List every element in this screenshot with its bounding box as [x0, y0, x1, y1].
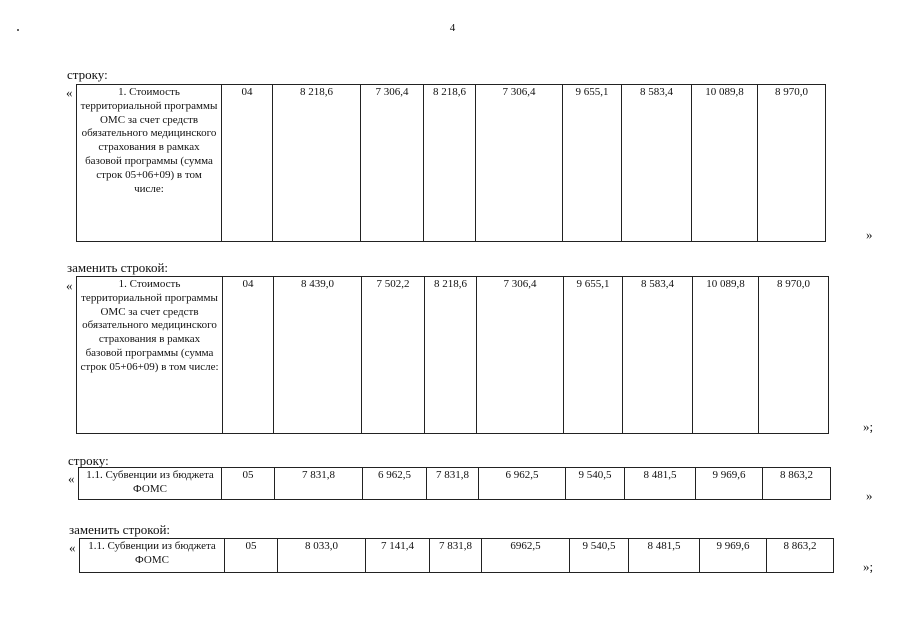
- close-quote-1: »: [866, 227, 873, 242]
- close-quote-4: »;: [863, 559, 874, 574]
- value-cell: 7 831,8: [427, 468, 479, 500]
- scan-speck: [17, 29, 19, 31]
- table-row-2: [76, 276, 829, 434]
- value-cell: 8 033,0: [278, 539, 366, 573]
- value-cell: 8 481,5: [629, 539, 700, 573]
- value-cell: 9 655,1: [564, 277, 623, 434]
- row-code-cell: 04: [223, 277, 274, 434]
- close-quote-2: »;: [863, 419, 874, 434]
- open-quote-4: «: [69, 540, 76, 555]
- section-label-4: заменить строкой:: [69, 522, 171, 537]
- row-code-cell: 05: [222, 468, 275, 500]
- value-cell: 8 481,5: [625, 468, 696, 500]
- value-cell: 7 141,4: [366, 539, 430, 573]
- value-cell: 8 863,2: [763, 468, 831, 500]
- value-cell: 9 540,5: [570, 539, 629, 573]
- row-name-cell: 1. Стоимость территориальной программы ОМС за счет средств обязательного медицинского страхования в рамках базовой программы (сумма строк 05+06+09) в том числе:: [77, 277, 223, 434]
- value-cell: 8 863,2: [767, 539, 834, 573]
- row-name-cell: 1. Стоимость территориальной программы ОМС за счет средств обязательного медицинского страхования в рамках базовой программы (сумма строк 05+06+09) в том числе:: [77, 85, 222, 242]
- value-cell: 8 583,4: [623, 277, 693, 434]
- row-code-cell: 05: [225, 539, 278, 573]
- value-cell: 9 655,1: [563, 85, 622, 242]
- value-cell: 8 218,6: [273, 85, 361, 242]
- value-cell: 7 502,2: [362, 277, 425, 434]
- open-quote-2: «: [66, 278, 73, 293]
- value-cell: 7 306,4: [361, 85, 424, 242]
- value-cell: 8 970,0: [759, 277, 829, 434]
- table-row-4: [79, 538, 834, 573]
- value-cell: 8 439,0: [274, 277, 362, 434]
- value-cell: 7 306,4: [477, 277, 564, 434]
- close-quote-3: »: [866, 488, 873, 503]
- value-cell: 8 218,6: [425, 277, 477, 434]
- value-cell: 10 089,8: [693, 277, 759, 434]
- row-name-cell: 1.1. Субвенции из бюджета ФОМС: [80, 539, 225, 573]
- table-row-3: [78, 467, 831, 500]
- value-cell: 8 970,0: [758, 85, 826, 242]
- value-cell: 9 540,5: [566, 468, 625, 500]
- value-cell: 6962,5: [482, 539, 570, 573]
- value-cell: 8 583,4: [622, 85, 692, 242]
- value-cell: 6 962,5: [479, 468, 566, 500]
- page-number: 4: [449, 22, 456, 34]
- value-cell: 7 306,4: [476, 85, 563, 242]
- section-label-2: заменить строкой:: [67, 260, 169, 275]
- value-cell: 8 218,6: [424, 85, 476, 242]
- section-label-1: строку:: [67, 67, 108, 82]
- value-cell: 9 969,6: [696, 468, 763, 500]
- open-quote-1: «: [66, 85, 73, 100]
- section-label-3: строку:: [68, 453, 109, 468]
- open-quote-3: «: [68, 471, 75, 486]
- row-name-cell: 1.1. Субвенции из бюджета ФОМС: [79, 468, 222, 500]
- row-code-cell: 04: [222, 85, 273, 242]
- value-cell: 7 831,8: [430, 539, 482, 573]
- table-row-1: [76, 84, 826, 242]
- value-cell: 9 969,6: [700, 539, 767, 573]
- value-cell: 6 962,5: [363, 468, 427, 500]
- value-cell: 7 831,8: [275, 468, 363, 500]
- value-cell: 10 089,8: [692, 85, 758, 242]
